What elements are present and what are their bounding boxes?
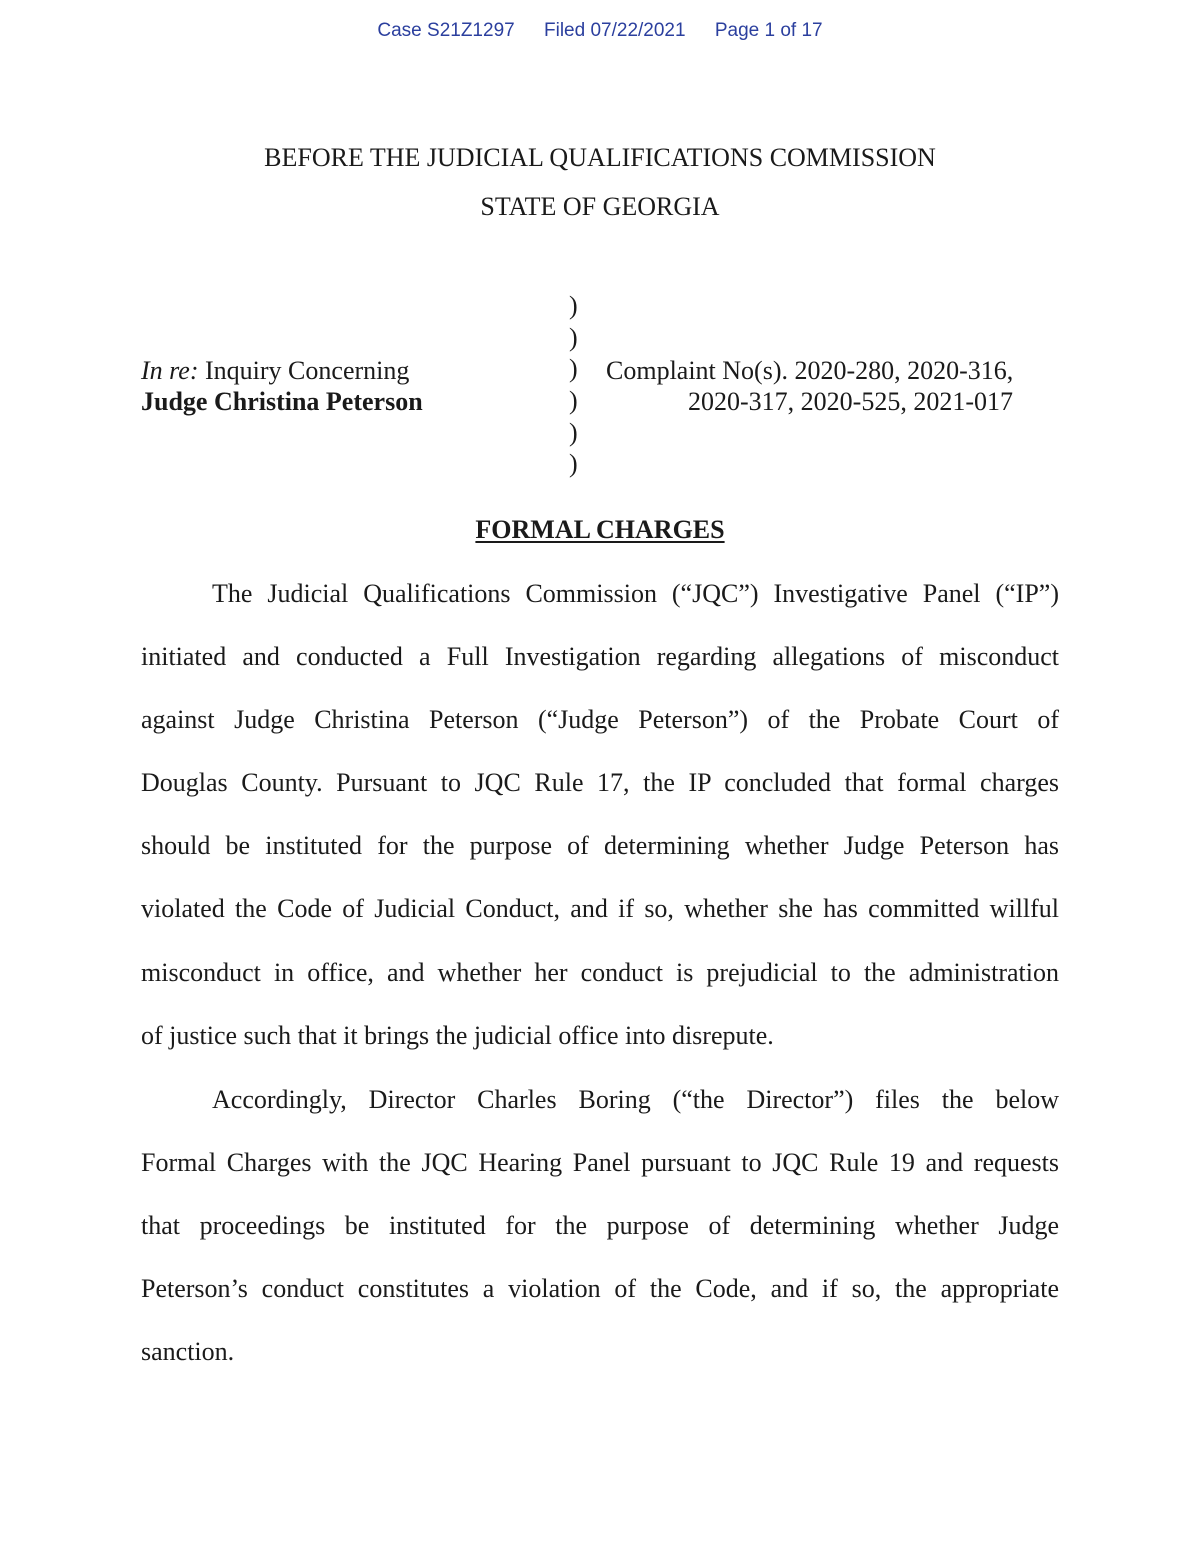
- title-text: FORMAL CHARGES: [475, 515, 725, 544]
- complaint-line-2: 2020-317, 2020-525, 2021-017: [688, 387, 1013, 416]
- filing-stamp: [0, 20, 1200, 42]
- complaint-line-1: Complaint No(s). 2020-280, 2020-316,: [606, 356, 1014, 385]
- paragraph-2: [141, 1068, 1059, 1383]
- paragraph-line: should be instituted for the purpose of determining whether Judge Peterson has: [141, 831, 1059, 861]
- paragraph-line: Douglas County. Pursuant to JQC Rule 17, the IP concluded that formal charges: [141, 768, 1059, 798]
- state-heading: STATE OF GEORGIA: [480, 192, 720, 221]
- caption-parentheses: [569, 290, 578, 480]
- paragraph-line: of justice such that it brings the judicial office into disrepute.: [141, 1020, 774, 1050]
- paragraph-line: violated the Code of Judicial Conduct, and if so, whether she has committed willful: [141, 894, 1059, 924]
- caption-paren: ): [569, 417, 578, 447]
- case-number: Case S21Z1297: [377, 20, 515, 41]
- complaint-numbers: [606, 355, 1013, 417]
- inquiry-text: Inquiry Concerning: [198, 356, 410, 385]
- caption-paren: ): [569, 386, 578, 416]
- case-caption: [141, 355, 423, 417]
- paragraph-line: against Judge Christina Peterson (“Judge Peterson”) of the Probate Court of: [141, 705, 1059, 735]
- paragraph-line: sanction.: [141, 1337, 235, 1367]
- page-number: Page 1 of 17: [714, 20, 823, 41]
- paragraph-line: initiated and conducted a Full Investigation regarding allegations of misconduct: [141, 642, 1059, 672]
- court-heading: BEFORE THE JUDICIAL QUALIFICATIONS COMMISSION: [264, 143, 936, 172]
- inquiry-line: [141, 355, 423, 386]
- paragraph-line: Peterson’s conduct constitutes a violation of the Code, and if so, the appropriate: [141, 1274, 1059, 1304]
- paragraph-line: Accordingly, Director Charles Boring (“the Director”) files the below: [212, 1085, 1059, 1114]
- paragraph-line: misconduct in office, and whether her conduct is prejudicial to the administration: [141, 957, 1059, 987]
- paragraph-line: Formal Charges with the JQC Hearing Panel pursuant to JQC Rule 19 and requests: [141, 1148, 1059, 1178]
- caption-paren: ): [569, 291, 578, 320]
- document-title: [0, 515, 1200, 545]
- paragraph-line: The Judicial Qualifications Commission (“JQC”) Investigative Panel (“IP”): [212, 579, 1059, 608]
- paragraph-line: that proceedings be instituted for the purpose of determining whether Judge: [141, 1211, 1059, 1241]
- respondent-name: Judge Christina Peterson: [141, 387, 423, 416]
- caption-paren: ): [569, 322, 578, 352]
- filed-date: Filed 07/22/2021: [544, 20, 686, 41]
- caption-paren: ): [569, 449, 578, 479]
- paragraph-1: [141, 562, 1059, 1067]
- in-re-label: In re:: [141, 356, 199, 385]
- caption-paren: ): [569, 354, 578, 384]
